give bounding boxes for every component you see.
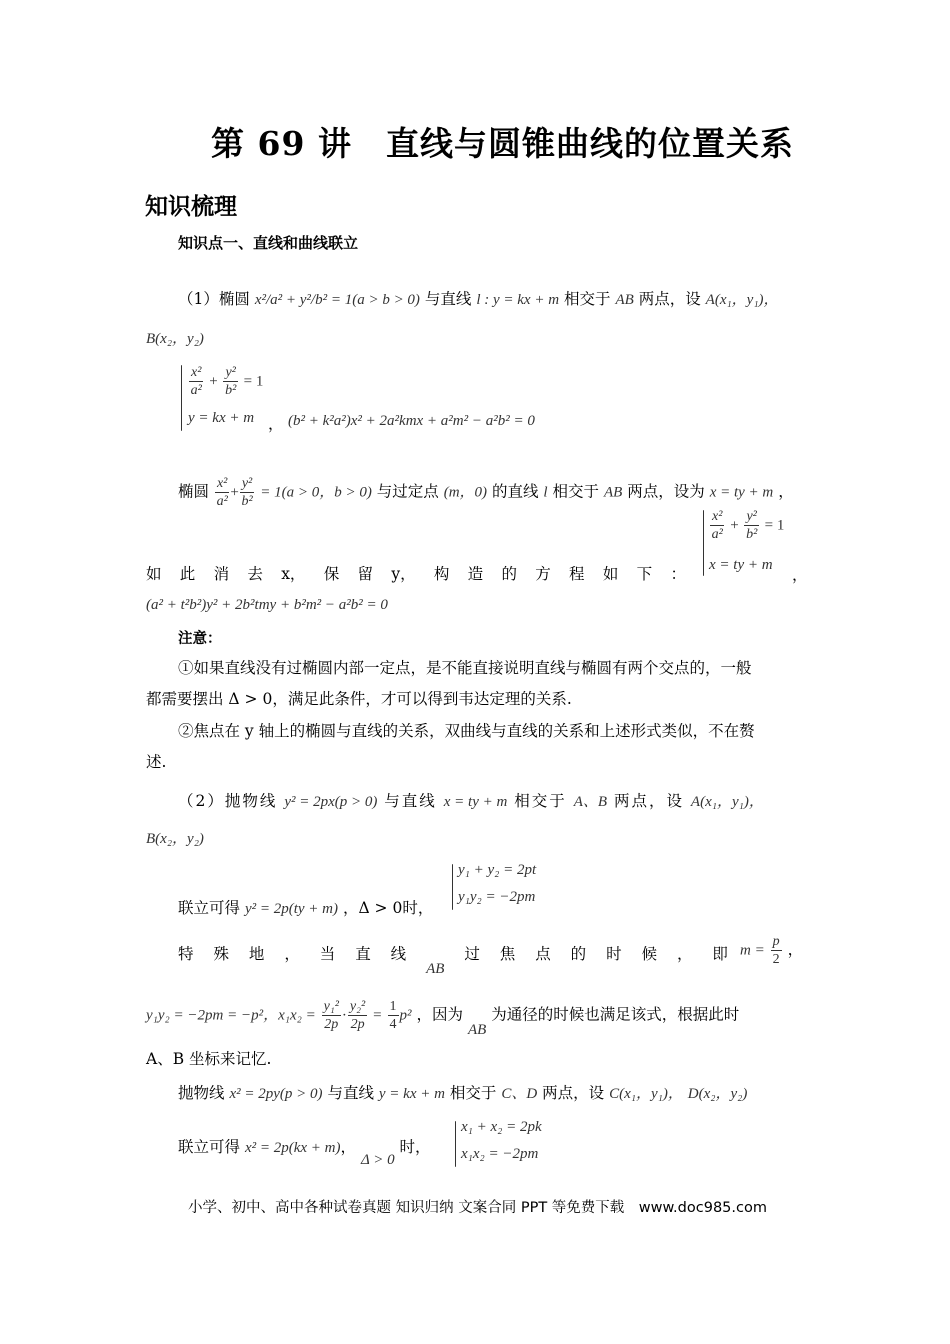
note-2-line-2: 述. bbox=[146, 753, 167, 771]
system2-eq1: $\frac{\text{x²}}{\text{a²}}$ + $\frac{\text{y²}}{\text{b²}}$ = 1 bbox=[711, 509, 785, 542]
ellipse-equation: x²/a² + y²/b² = 1(a > b > 0) bbox=[254, 292, 420, 308]
text: 如 bbox=[602, 565, 619, 583]
text: 相交于 bbox=[563, 290, 611, 308]
line-l: l bbox=[543, 484, 548, 501]
text: ，因为 bbox=[416, 1005, 463, 1024]
point-a: A(x₁，y₁)， bbox=[705, 292, 779, 308]
text: 时， bbox=[399, 1138, 431, 1156]
text: 构 bbox=[433, 565, 450, 583]
system-brace bbox=[703, 510, 704, 576]
points-cd: C、D bbox=[501, 1086, 538, 1102]
text: 即 bbox=[712, 945, 728, 963]
page-title: 第 69 讲 直线与圆锥曲线的位置关系 bbox=[211, 124, 794, 163]
text: （2）抛物线 bbox=[178, 792, 278, 810]
system2-eq2: x = ty + m bbox=[709, 557, 773, 573]
vieta-product: y₁y₂ = −2pm bbox=[458, 889, 536, 905]
text: 与直线 bbox=[327, 1084, 374, 1102]
text: AB bbox=[426, 961, 445, 977]
text: 两点，设 bbox=[638, 290, 701, 308]
text: p² bbox=[399, 1007, 412, 1024]
fraction-num: p bbox=[772, 934, 780, 949]
parabola-equation: y² = 2px(p > 0) bbox=[284, 794, 378, 810]
combined-equation: y² = 2p(ty + m) bbox=[244, 901, 338, 917]
text: ， bbox=[340, 1138, 357, 1156]
text: 为通径的时候也满足该式，根据此时 bbox=[491, 1005, 740, 1024]
vieta-product: x₁x₂ = −2pm bbox=[461, 1146, 539, 1162]
text: y， bbox=[391, 565, 416, 583]
text: 与直线 bbox=[384, 792, 437, 810]
text: 的直线 bbox=[491, 482, 539, 501]
text: = 1 bbox=[764, 517, 785, 534]
text: ， bbox=[787, 940, 804, 959]
x-product: x₁x₂ = bbox=[278, 1007, 316, 1024]
text: · bbox=[341, 1007, 347, 1024]
text: = 1 bbox=[243, 373, 264, 390]
system-brace bbox=[452, 864, 453, 910]
text: 的 bbox=[501, 565, 517, 583]
text: 保 bbox=[323, 565, 340, 583]
text: ， bbox=[268, 415, 284, 433]
text: 抛物线 bbox=[178, 1084, 225, 1102]
section-heading: 知识梳理 bbox=[145, 194, 237, 220]
text: 过 bbox=[464, 945, 480, 963]
text: 时 bbox=[606, 945, 622, 963]
y-product: y₁y₂ = −2pm = −p²， bbox=[146, 1007, 279, 1024]
text: 程 bbox=[569, 565, 585, 583]
text: 特 bbox=[178, 945, 194, 963]
text: 点 bbox=[535, 945, 551, 963]
text: 线 bbox=[390, 945, 407, 963]
point-a: A(x₁，y₁)， bbox=[690, 794, 764, 810]
system-brace bbox=[181, 365, 182, 431]
point-b: B(x₂，y₂) bbox=[146, 831, 204, 847]
m-equals-p-over-2 bbox=[740, 933, 803, 968]
text: 此 bbox=[179, 565, 196, 583]
point-b: B(x₂，y₂) bbox=[146, 331, 204, 347]
text: 与直线 bbox=[424, 290, 472, 308]
text: 两点，设 bbox=[542, 1084, 605, 1102]
quadratic-result-y: (a² + t²b²)y² + 2b²tmy + b²m² − a²b² = 0 bbox=[146, 597, 388, 613]
text: 殊 bbox=[213, 945, 229, 963]
footer-text: 小学、初中、高中各种试卷真题 知识归纳 文案合同 PPT 等免费下载 www.doc985.com bbox=[188, 1200, 767, 1216]
text: ，Δ > 0时， bbox=[342, 899, 434, 917]
fraction-num: y₂² bbox=[349, 999, 366, 1014]
text: = bbox=[373, 1007, 382, 1024]
line-equation: x = ty + m bbox=[709, 484, 774, 501]
text: 造 bbox=[467, 565, 484, 583]
fraction-den: 2p bbox=[350, 1017, 365, 1032]
note-1-line-1: ①如果直线没有过椭圆内部一定点，是不能直接说明直线与椭圆有两个交点的，一般 bbox=[178, 659, 752, 677]
text: （1）椭圆 bbox=[178, 290, 250, 308]
text: 去 bbox=[247, 565, 263, 583]
line-equation: x = ty + m bbox=[443, 794, 508, 810]
text: 联立可得 bbox=[178, 899, 241, 917]
text: 两点，设为 bbox=[627, 482, 705, 501]
text: 椭圆 bbox=[178, 482, 210, 501]
text: ， bbox=[676, 945, 693, 963]
special-case-line bbox=[178, 942, 728, 977]
text: 地 bbox=[248, 945, 265, 963]
ellipse-line-fixed-point: 椭圆 $\frac{\text{x²}}{\text{a²}}$ + $\frac{\text{y²}}{\text{b²}}$ = 1(a > 0，b > 0) 与过定点 (m，0) 的直线 l 相交于 AB 两点，设为 x = ty + m ， bbox=[178, 476, 794, 509]
note-1-line-2: 都需要摆出 Δ > 0，满足此条件，才可以得到韦达定理的关系. bbox=[146, 690, 572, 708]
ellipse-intro-line bbox=[178, 288, 779, 311]
text: 与过定点 bbox=[376, 482, 439, 501]
system-eq2: y = kx + m bbox=[188, 410, 255, 426]
points-ab: A、B bbox=[573, 794, 608, 810]
text: 当 bbox=[319, 945, 336, 963]
system-brace bbox=[455, 1121, 456, 1167]
text: 焦 bbox=[499, 945, 516, 963]
combined-equation: x² = 2p(kx + m) bbox=[244, 1140, 341, 1156]
system-eq1: $\frac{\text{x²}}{\text{a²}}$ + $\frac{\text{y²}}{\text{b²}}$ = 1 bbox=[190, 365, 264, 398]
ellipse-equation: = 1(a > 0，b > 0) bbox=[260, 484, 372, 501]
fraction-den: 2 bbox=[772, 952, 780, 967]
text: ， bbox=[778, 482, 794, 501]
parabola-intro-line bbox=[178, 790, 764, 813]
text: 联立可得 bbox=[178, 1138, 241, 1156]
text: 直 bbox=[355, 945, 371, 963]
eliminate-line bbox=[146, 562, 686, 584]
text: m = bbox=[740, 942, 765, 959]
text: 相交于 bbox=[552, 482, 600, 501]
point-d: D(x₂，y₂) bbox=[687, 1086, 748, 1102]
parabola-equation: x² = 2py(p > 0) bbox=[229, 1086, 323, 1102]
delta-condition: Δ > 0 bbox=[360, 1152, 395, 1168]
fixed-point: (m，0) bbox=[443, 484, 488, 501]
parabola-combined-line bbox=[178, 897, 433, 920]
points-ab: AB bbox=[615, 292, 634, 308]
text: ， bbox=[792, 566, 808, 584]
text: 相交于 bbox=[514, 792, 567, 810]
line-equation: l : y = kx + m bbox=[476, 292, 560, 308]
vieta-sum: x₁ + x₂ = 2pk bbox=[461, 1119, 542, 1135]
text: 候 bbox=[641, 945, 658, 963]
text: 方 bbox=[535, 565, 551, 583]
parabola-x-combined bbox=[178, 1136, 431, 1168]
line-equation: y = kx + m bbox=[378, 1086, 445, 1102]
subsection-heading: 知识点一、直线和曲线联立 bbox=[178, 234, 359, 252]
text: AB bbox=[467, 1021, 487, 1038]
note-2-line-1: ②焦点在 y 轴上的椭圆与直线的关系，双曲线与直线的关系和上述形式类似，不在赘 bbox=[178, 722, 755, 740]
text: 下 bbox=[636, 565, 653, 583]
point-c: C(x₁，y₁)， bbox=[609, 1086, 683, 1102]
text: 相交于 bbox=[449, 1084, 497, 1102]
text: ： bbox=[670, 565, 686, 583]
coordinate-memo: A、B 坐标来记忆. bbox=[146, 1050, 272, 1068]
note-label: 注意： bbox=[178, 631, 222, 647]
text: 留 bbox=[357, 565, 374, 583]
text: 的 bbox=[570, 945, 587, 963]
text: 如 bbox=[146, 565, 162, 583]
fraction-den: 4 bbox=[389, 1017, 397, 1032]
fraction-num: 1 bbox=[389, 999, 397, 1014]
text: 两点，设 bbox=[613, 792, 684, 810]
text: 消 bbox=[213, 565, 230, 583]
text: x， bbox=[281, 565, 306, 583]
text: ， bbox=[284, 945, 300, 963]
focal-product-line bbox=[146, 998, 740, 1038]
parabola-x-line bbox=[178, 1082, 747, 1105]
quadratic-result: (b² + k²a²)x² + 2a²kmx + a²m² − a²b² = 0 bbox=[288, 413, 535, 429]
vieta-sum: y₁ + y₂ = 2pt bbox=[458, 862, 537, 878]
points-ab: AB bbox=[603, 484, 623, 501]
fraction-den: 2p bbox=[324, 1017, 339, 1032]
fraction-num: y₁² bbox=[323, 999, 339, 1014]
